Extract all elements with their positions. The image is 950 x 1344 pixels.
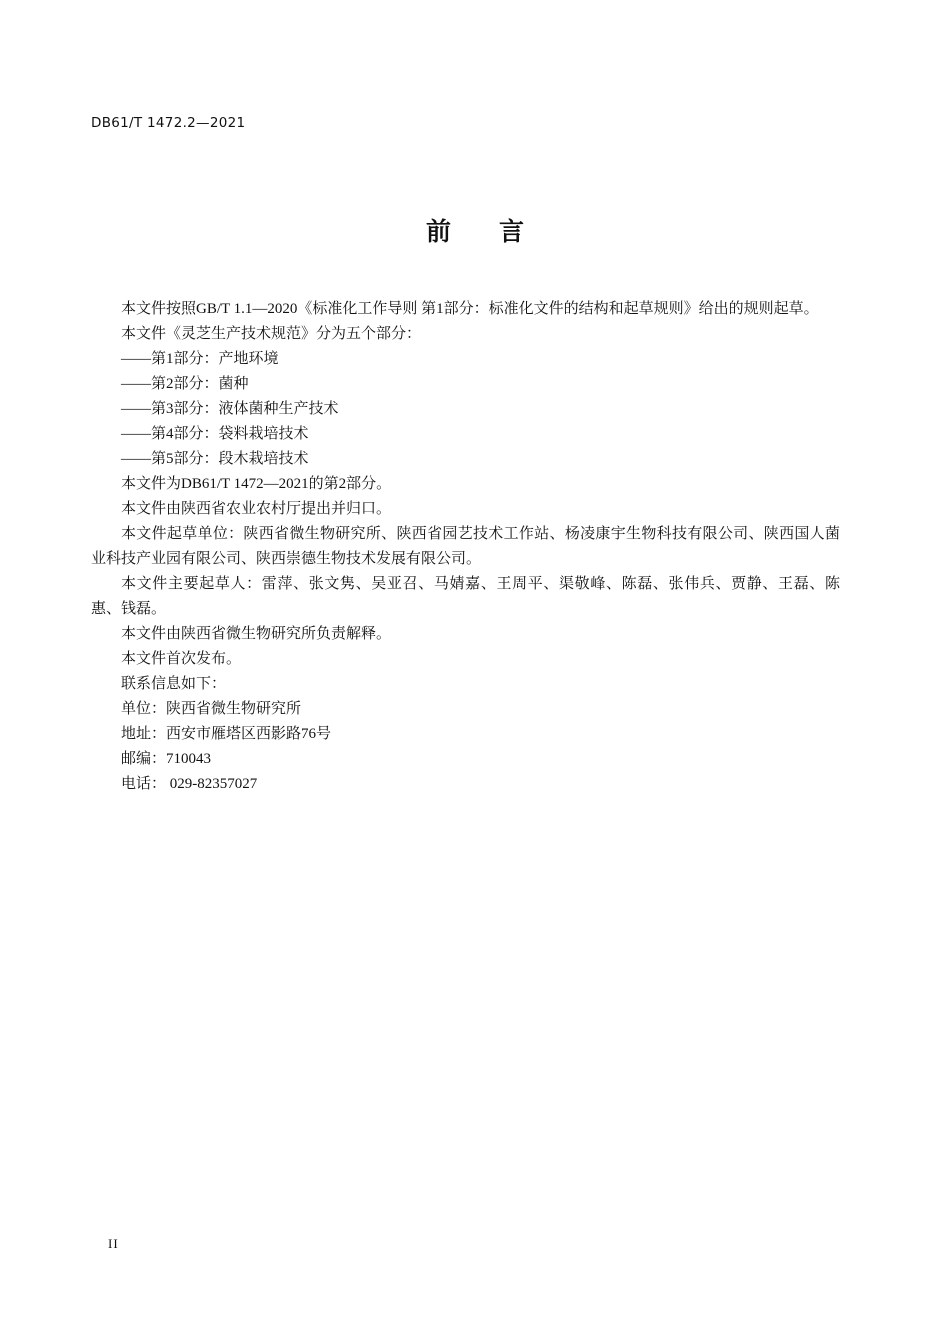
paragraph-first-release: 本文件首次发布。 bbox=[121, 651, 242, 667]
document-code: DB61/T 1472.2—2021 bbox=[91, 115, 246, 131]
paragraph-this-part: 本文件为DB61/T 1472—2021的第2部分。 bbox=[121, 476, 392, 492]
contact-postcode: 邮编：710043 bbox=[121, 751, 212, 767]
list-item-part-3: ——第3部分：液体菌种生产技术 bbox=[121, 401, 339, 417]
paragraph-drafters: 本文件主要起草人：雷萍、张文隽、吴亚召、马婧嘉、王周平、渠敬峰、陈磊、张伟兵、贾静、王磊、陈惠、钱磊。 bbox=[91, 576, 840, 617]
contact-address: 地址：西安市雁塔区西影路76号 bbox=[121, 726, 332, 742]
paragraph-contact-intro: 联系信息如下： bbox=[121, 676, 227, 692]
page-number: II bbox=[108, 1236, 119, 1251]
paragraph-drafting-units: 本文件起草单位：陕西省微生物研究所、陕西省园艺技术工作站、杨凌康宇生物科技有限公司、陕西国人菌业科技产业园有限公司、陕西崇德生物技术发展有限公司。 bbox=[91, 526, 840, 567]
foreword-body bbox=[91, 297, 840, 797]
list-item-part-1: ——第1部分：产地环境 bbox=[121, 351, 279, 367]
contact-phone: 电话： 029-82357027 bbox=[121, 776, 258, 792]
page-title: 前言 bbox=[425, 217, 572, 246]
list-item-part-2: ——第2部分：菌种 bbox=[121, 376, 249, 392]
paragraph-interpretation: 本文件由陕西省微生物研究所负责解释。 bbox=[121, 626, 392, 642]
paragraph-drafting-rules: 本文件按照GB/T 1.1—2020《标准化工作导则 第1部分：标准化文件的结构和起草规则》给出的规则起草。 bbox=[121, 301, 819, 317]
contact-unit: 单位：陕西省微生物研究所 bbox=[121, 701, 302, 717]
list-item-part-4: ——第4部分：袋料栽培技术 bbox=[121, 426, 309, 442]
paragraph-parts-intro: 本文件《灵芝生产技术规范》分为五个部分： bbox=[121, 326, 422, 342]
list-item-part-5: ——第5部分：段木栽培技术 bbox=[121, 451, 309, 467]
paragraph-proposer: 本文件由陕西省农业农村厅提出并归口。 bbox=[121, 501, 392, 517]
